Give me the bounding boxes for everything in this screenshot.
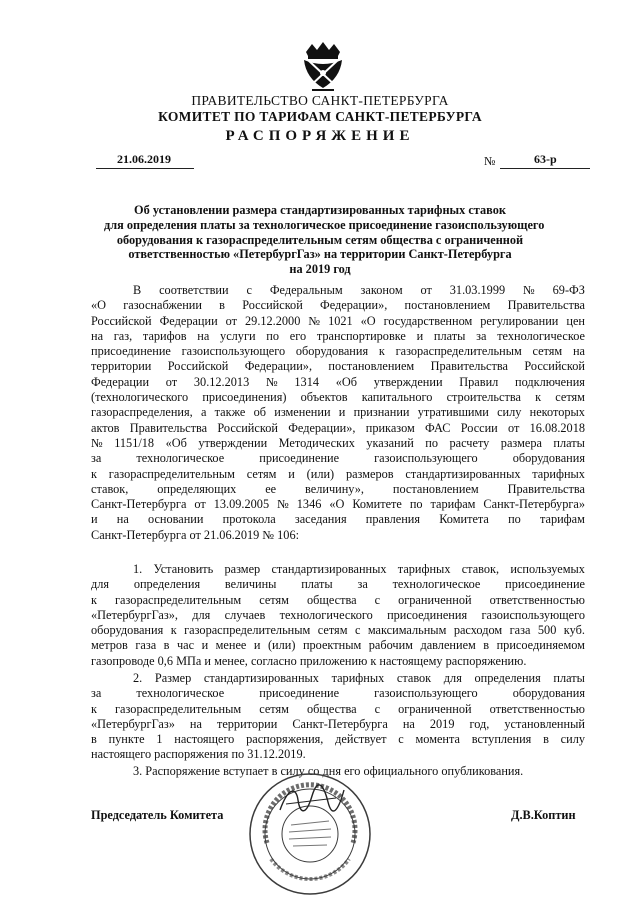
body-line: и на основании протокола заседания правления Комитета по тарифам <box>91 512 585 527</box>
body-line: (технологического присоединения) объектов капитального строительства к сетям <box>91 390 585 405</box>
body-line: для определения величины платы за технологическое присоединение <box>91 577 585 592</box>
body-line: 1. Установить размер стандартизированных тарифных ставок, используемых <box>133 562 585 576</box>
body-line: за технологическое присоединение газоиспользующего оборудования <box>91 451 585 466</box>
government-header: ПРАВИТЕЛЬСТВО САНКТ-ПЕТЕРБУРГА <box>191 93 449 108</box>
body-line: № 1151/18 «Об утверждении Методических указаний по расчету размера платы <box>91 435 585 450</box>
coat-of-arms-emblem <box>298 38 348 94</box>
body-line: присоединение газоиспользующего оборудования к газораспределительным сетям на <box>91 344 585 359</box>
body-line: в пункте 1 настоящего распоряжения, действует с момента вступления в силу <box>91 732 585 747</box>
body-line: Федерации от 30.12.2013 № 1314 «Об утверждении Правил подключения <box>91 374 585 389</box>
title-line: на 2019 год <box>289 262 351 277</box>
signer-name: Д.В.Коптин <box>511 808 576 822</box>
body-line: настоящего распоряжения по 31.12.2019. <box>91 747 306 762</box>
title-line: оборудования к газораспределительным сетям общества с ограниченной <box>116 232 524 247</box>
body-line: ставок, определяющих ее величину», постановлением Правительства <box>91 481 585 496</box>
item-1-paragraph <box>91 562 585 669</box>
body-line: территории Российской Федерации», постановлением Правительства Российской <box>91 359 585 374</box>
body-line: 2. Размер стандартизированных тарифных ставок для определения платы <box>133 671 585 685</box>
body-line: оборудования к газораспределительным сетям с максимальным расходом газа 500 куб. <box>91 623 585 638</box>
title-line: для определения платы за технологическое присоединение газоиспользующего <box>104 217 545 232</box>
number-underline <box>500 168 590 169</box>
document-title <box>104 203 545 277</box>
body-line: газораспределения, а также об изменении и признании утратившими силу некоторых <box>91 405 585 420</box>
date-underline <box>96 168 194 169</box>
title-line: Об установлении размера стандартизированных тарифных ставок <box>134 203 506 217</box>
handwritten-signature <box>276 782 348 818</box>
body-line: 3. Распоряжение вступает в силу со дня его официального опубликования. <box>133 764 524 778</box>
body-line: за технологическое присоединение газоиспользующего оборудования <box>91 686 585 701</box>
body-line: на газ, тарифов на услуги по его транспортировке и платы за технологическое <box>91 328 585 343</box>
body-line: актов Правительства Российской Федерации», приказом ФАС России от 16.08.2018 <box>91 420 585 435</box>
committee-header: КОМИТЕТ ПО ТАРИФАМ САНКТ-ПЕТЕРБУРГА <box>158 109 482 124</box>
body-line: газопроводе 0,6 МПа и менее, согласно приложению к настоящему распоряжению. <box>91 653 527 668</box>
body-line: «О газоснабжении в Российской Федерации», постановлением Правительства <box>91 298 585 313</box>
body-line: Российской Федерации от 29.12.2000 № 1021 «О государственном регулировании цен <box>91 313 585 328</box>
body-line: к газораспределительным сетям общества с ограниченной ответственностью <box>91 701 585 716</box>
body-line: к газораспределительным сетям общества с ограниченной ответственностью <box>91 592 585 607</box>
document-type-heading: РАСПОРЯЖЕНИЕ <box>225 128 415 144</box>
title-line: ответственностью «ПетербургГаз» на территории Санкт-Петербурга <box>128 247 512 262</box>
body-line: метров газа в час и менее и (или) проектным рабочим давлением в присоединяемом <box>91 638 585 653</box>
preamble-paragraph <box>91 283 585 543</box>
body-line: «ПетербургГаз», для случаев технологического присоединения газоиспользующего <box>91 607 585 622</box>
body-line: Санкт-Петербурга от 13.09.2005 № 1346 «О Комитете по тарифам Санкт-Петербурга» <box>91 497 585 512</box>
item-2-paragraph <box>91 671 585 763</box>
body-line: «ПетербургГаз» на территории Санкт-Петербурга на 2019 год, установленный <box>91 716 585 731</box>
body-line: В соответствии с Федеральным законом от 31.03.1999 № 69-ФЗ <box>133 283 585 297</box>
body-line: Санкт-Петербурга от 21.06.2019 № 106: <box>91 527 300 542</box>
number-sign: № <box>484 154 496 168</box>
document-date: 21.06.2019 <box>117 152 171 166</box>
signer-position: Председатель Комитета <box>91 808 224 822</box>
body-line: к газораспределительным сетям и (или) размеров стандартизированных тарифных <box>91 466 585 481</box>
document-number: 63-р <box>534 152 557 166</box>
